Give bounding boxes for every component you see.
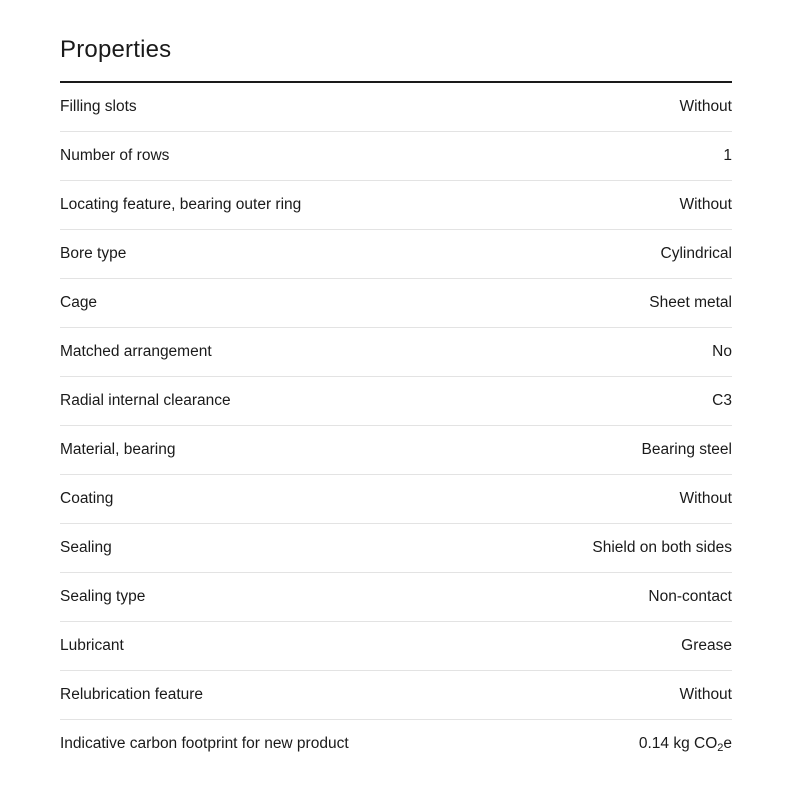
property-value: Without xyxy=(679,98,732,115)
property-label: Radial internal clearance xyxy=(60,392,231,409)
property-row-matched-arrangement xyxy=(60,328,732,377)
property-row-number-of-rows xyxy=(60,132,732,181)
property-value: Without xyxy=(679,196,732,213)
property-value: Shield on both sides xyxy=(592,539,732,556)
property-value: Without xyxy=(679,686,732,703)
value-suffix: e xyxy=(723,735,732,752)
property-value: No xyxy=(712,343,732,360)
property-value: Grease xyxy=(681,637,732,654)
property-row-material-bearing xyxy=(60,426,732,475)
property-label: Lubricant xyxy=(60,637,124,654)
property-label: Coating xyxy=(60,490,114,507)
property-value: 1 xyxy=(723,147,732,164)
properties-list xyxy=(60,83,732,768)
property-label: Cage xyxy=(60,294,98,311)
property-label: Bore type xyxy=(60,245,127,262)
property-row-filling-slots xyxy=(60,83,732,132)
property-value: Cylindrical xyxy=(660,245,732,262)
property-label: Locating feature, bearing outer ring xyxy=(60,196,302,213)
property-value: Without xyxy=(679,490,732,507)
property-row-carbon-footprint xyxy=(60,720,732,768)
property-label: Filling slots xyxy=(60,98,137,115)
property-row-relubrication-feature xyxy=(60,671,732,720)
property-row-lubricant xyxy=(60,622,732,671)
property-label: Indicative carbon footprint for new product xyxy=(60,735,349,752)
property-value: Bearing steel xyxy=(641,441,732,458)
property-value: Non-contact xyxy=(648,588,732,605)
property-row-coating xyxy=(60,475,732,524)
property-label: Sealing type xyxy=(60,588,146,605)
property-value xyxy=(639,735,732,753)
value-prefix: 0.14 kg CO xyxy=(638,735,718,752)
property-row-sealing xyxy=(60,524,732,573)
property-row-cage xyxy=(60,279,732,328)
properties-panel xyxy=(60,0,732,768)
property-label: Number of rows xyxy=(60,147,170,164)
value-subscript: 2 xyxy=(717,742,724,754)
property-value: Sheet metal xyxy=(649,294,732,311)
property-label: Material, bearing xyxy=(60,441,176,458)
property-row-sealing-type xyxy=(60,573,732,622)
property-label: Matched arrangement xyxy=(60,343,212,360)
property-label: Sealing xyxy=(60,539,112,556)
property-row-radial-internal-clearance xyxy=(60,377,732,426)
section-title: Properties xyxy=(60,36,172,63)
property-row-locating-feature xyxy=(60,181,732,230)
property-value: C3 xyxy=(712,392,732,409)
property-row-bore-type xyxy=(60,230,732,279)
property-label: Relubrication feature xyxy=(60,686,204,703)
